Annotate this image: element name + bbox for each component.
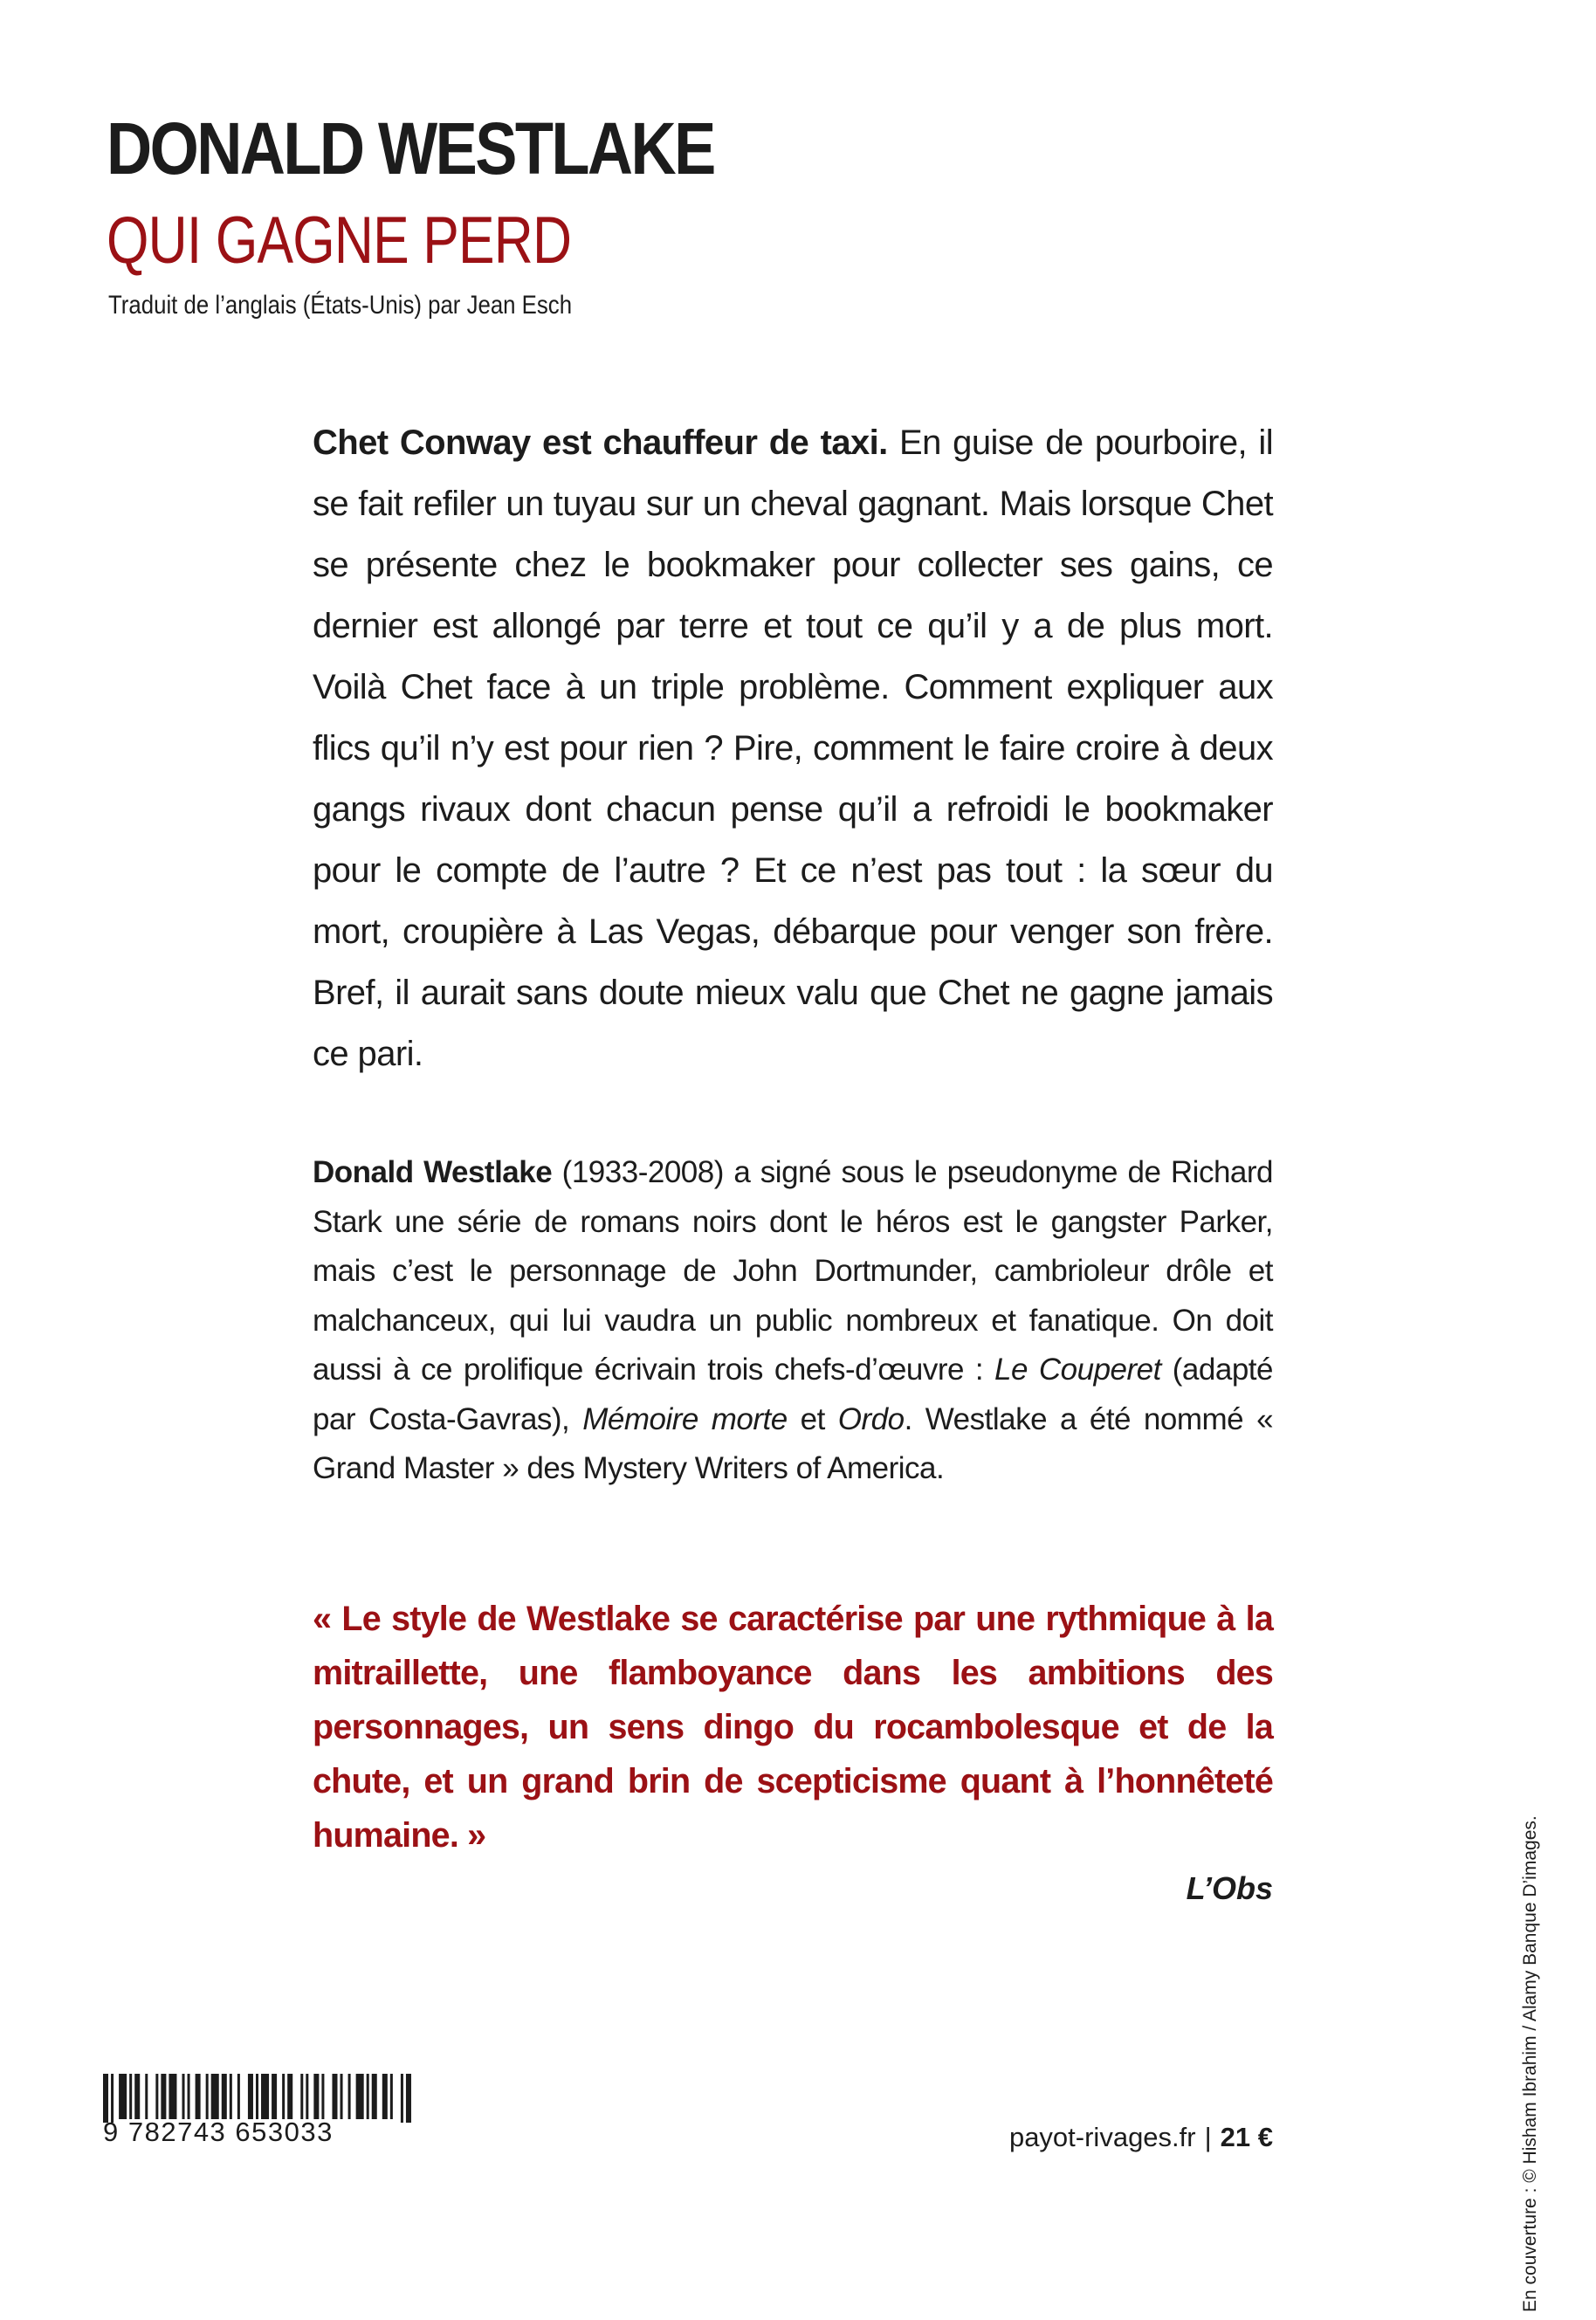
barcode-bars — [103, 2074, 414, 2123]
barcode-bar — [111, 2074, 114, 2123]
isbn-digits: 9 782743 653033 — [103, 2117, 334, 2147]
synopsis-body: En guise de pourboire, il se fait refiler un tuyau sur un cheval gagnant. Mais lorsque Chet se présente chez le bookmaker pour collecter ses gains, ce dernier est allongé par terre et tout ce qu’il y a de plus mort. Voilà Chet face à un triple problème. Comment expliquer aux flics qu’il n’y est pour rien ? Pire, comment le faire croire à deux gangs rivaux dont chacun pense qu’il a refroidi le bookmaker pour le compte de l’autre ? Et ce n’est pas tout : la sœur du mort, croupière à Las Vegas, débarque pour venger son frère. Bref, il aurait sans doute mieux valu que Chet ne gagne jamais ce pari. — [313, 423, 1273, 1073]
barcode-bar — [282, 2074, 285, 2119]
barcode-bar — [272, 2074, 277, 2119]
barcode-bar — [332, 2074, 337, 2119]
footer-separator: | — [1204, 2122, 1212, 2152]
author-name: DONALD WESTLAKE — [107, 107, 714, 189]
barcode-bar — [341, 2074, 343, 2119]
barcode-bar — [237, 2074, 240, 2119]
barcode-bar — [145, 2074, 148, 2119]
bio-text-4: . Westlake a été nommé « Grand Master » des Mystery Writers of America. — [313, 1401, 1274, 1485]
author-bio-paragraph — [313, 1148, 1273, 1494]
press-quote: « Le style de Westlake se caractérise par une rythmique à la mitraillette, une flamboyance dans les ambitions des personnages, un sens dingo du rocambolesque et de la chute, et un grand brin de scepticisme quant à l’honnêteté humaine. » — [313, 1600, 1273, 1855]
barcode-bar — [261, 2074, 269, 2119]
barcode-bar — [287, 2074, 292, 2119]
bio-author-name: Donald Westlake — [313, 1155, 553, 1189]
barcode-bar — [321, 2074, 324, 2119]
barcode-bar — [356, 2074, 364, 2119]
barcode-bar — [155, 2074, 158, 2119]
barcode-bar — [188, 2074, 190, 2119]
bio-book-title-2: Mémoire morte — [582, 1401, 788, 1436]
barcode-bar — [256, 2074, 258, 2119]
synopsis-paragraph — [313, 412, 1273, 1084]
barcode-bar — [129, 2074, 132, 2119]
barcode-bar — [103, 2074, 108, 2123]
bio-text-3: et — [787, 1401, 838, 1436]
footer-publisher-price — [1004, 2124, 1273, 2151]
barcode-bar — [306, 2074, 308, 2119]
barcode-bar — [161, 2074, 166, 2119]
barcode-bar — [169, 2074, 176, 2119]
translator-credit: Traduit de l’anglais (États-Unis) par Jean Esch — [108, 291, 573, 320]
publisher-website: payot-rivages.fr — [1008, 2122, 1196, 2152]
barcode-bar — [248, 2074, 253, 2119]
synopsis-lead: Chet Conway est chauffeur de taxi. — [313, 423, 888, 462]
barcode-bar — [211, 2074, 219, 2119]
barcode-bar — [230, 2074, 232, 2119]
barcode-bar — [196, 2074, 201, 2119]
barcode-bar — [382, 2074, 388, 2119]
book-title: QUI GAGNE PERD — [107, 203, 572, 278]
barcode-bar — [119, 2074, 127, 2119]
quote-source: L’Obs — [1186, 1870, 1273, 1906]
bio-book-title-1: Le Couperet — [994, 1353, 1161, 1387]
barcode-bar — [222, 2074, 227, 2119]
barcode-bar — [367, 2074, 369, 2119]
cover-photo-credit: En couverture : © Hisham Ibrahim / Alamy Banque D’images. — [1520, 1815, 1540, 2312]
barcode-bar — [182, 2074, 185, 2119]
barcode-bar — [300, 2074, 303, 2119]
barcode-bar — [134, 2074, 140, 2119]
barcode-bar — [206, 2074, 209, 2119]
bio-text-1: (1933-2008) a signé sous le pseudonyme de Richard Stark une série de romans noirs dont le héros est le gangster Parker, mais c’est le personnage de John Dortmunder, cambrioleur drôle et malchanceux, qui lui vaudra un public nombreux et fanatique. On doit aussi à ce prolifique écrivain trois chefs-d’œuvre : — [313, 1155, 1273, 1387]
barcode-bar — [401, 2074, 403, 2123]
bio-book-title-3: Ordo — [837, 1401, 905, 1436]
barcode-bar — [390, 2074, 393, 2119]
bio-text-2: (adapté par Costa-Gavras), — [313, 1353, 1273, 1436]
price-label: 21 € — [1220, 2122, 1273, 2152]
barcode-bar — [313, 2074, 319, 2119]
barcode-bar — [348, 2074, 351, 2119]
barcode-bar — [372, 2074, 377, 2119]
barcode-bar — [406, 2074, 411, 2123]
